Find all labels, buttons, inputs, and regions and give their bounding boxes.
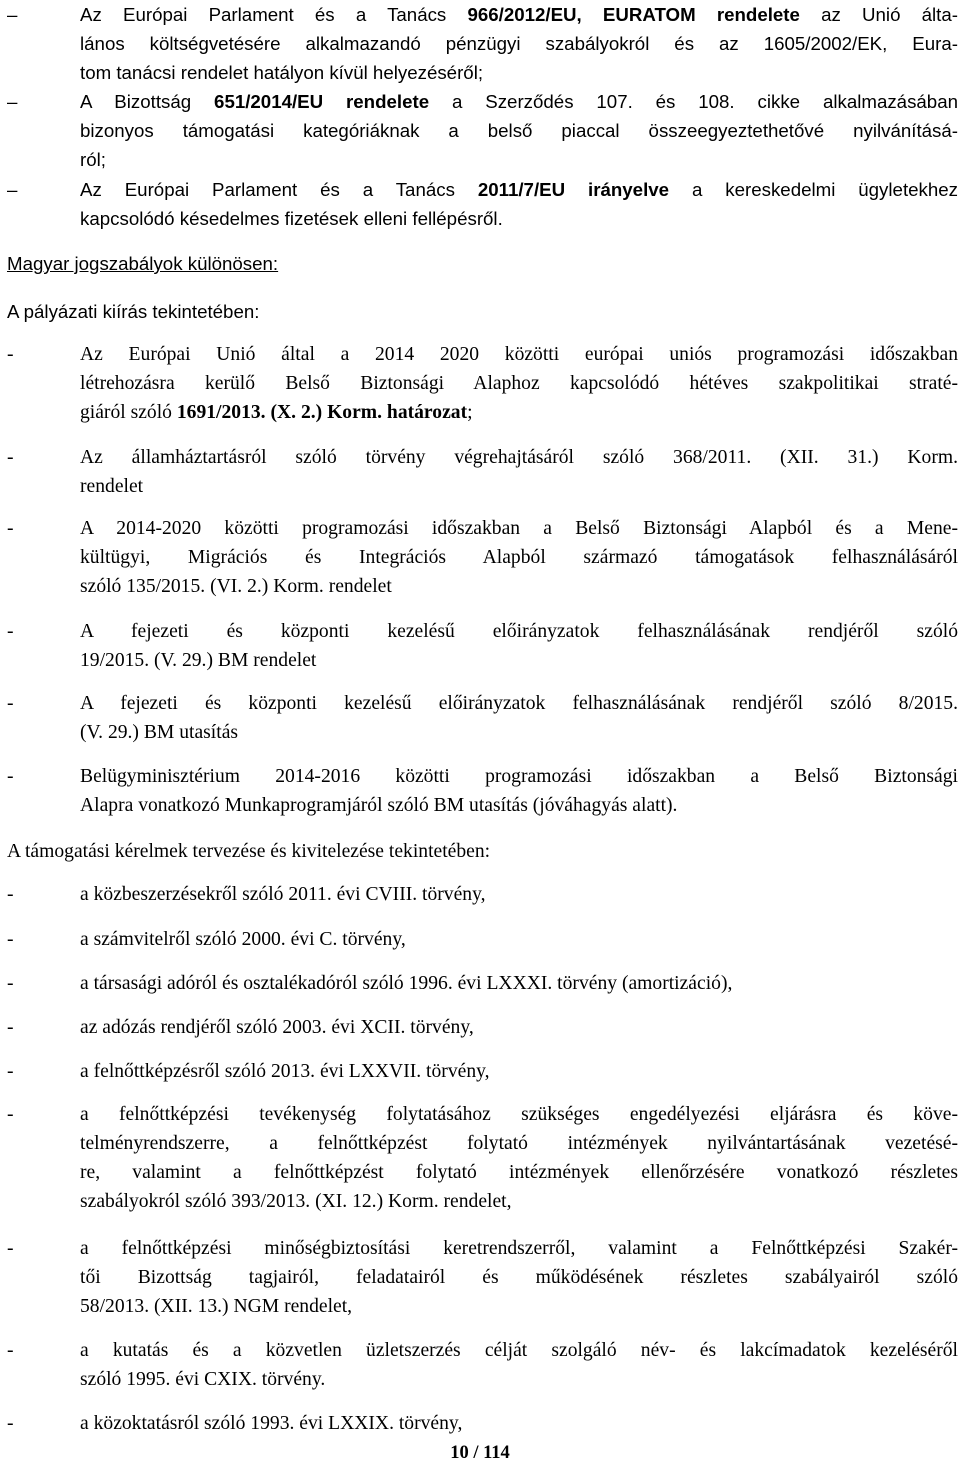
text-run: kültügyi, Migrációs és Integrációs Alapból származó támogatások felhasználásáról [80,547,958,568]
list-dash: - [7,447,14,468]
text-line [80,1336,958,1365]
list-dash: - [7,518,14,539]
text-run: A Bizottság [80,91,215,112]
text-run: tom tanácsi rendelet hatályon kívül helyezéséről; [80,62,484,83]
list-item-text [80,0,958,87]
text-line [80,617,958,646]
text-run: Az Európai Parlament és a Tanács [80,179,478,200]
list-item-text [80,880,958,909]
text-run: a felnőttképzési minőségbiztosítási keretrendszerről, valamint a Felnőttképzési Szakér- [80,1238,958,1259]
text-run: bizonyos támogatási kategóriáknak a belső piaccal összeegyeztethetővé nyilvánításá- [80,120,958,141]
text-run: telményrendszerre, a felnőttképzést folytató intézmények nyilvántartásának vezetésé- [80,1133,958,1154]
section-heading-support: A támogatási kérelmek tervezése és kivitelezése tekintetében: [7,841,491,862]
text-run: a közbeszerzésekről szóló 2011. évi CVIII. törvény, [80,884,486,905]
list-item-text [80,1336,958,1394]
text-run: tői Bizottság tagjairól, feladatairól és működésének részletes szabályairól szóló [80,1267,958,1288]
list-item-text [80,1013,958,1042]
text-line [80,58,958,87]
text-run: a közoktatásról szóló 1993. évi LXXIX. törvény, [80,1413,463,1434]
text-line [80,87,958,116]
list-item-text [80,175,958,233]
text-run: rendelet [80,476,144,497]
list-item-text [80,689,958,747]
text-run: A fejezeti és központi kezelésű előirányzatok felhasználásának rendjéről szóló 8/2015. [80,693,958,714]
list-item-text [80,1409,958,1438]
text-line [80,340,958,369]
list-dash: - [7,1104,14,1125]
list-dash: - [7,766,14,787]
text-line [80,925,958,954]
list-dash: – [7,4,18,25]
list-item-text [80,514,958,601]
text-line [80,116,958,145]
text-line [80,369,958,398]
text-line [80,1263,958,1292]
list-item-text [80,1234,958,1321]
list-item-text [80,762,958,820]
text-run: a számvitelről szóló 2000. évi C. törvény, [80,929,406,950]
text-line [80,1409,958,1438]
page-number: 10 / 114 [450,1443,510,1463]
text-line [80,762,958,791]
text-run: a felnőttképzési tevékenység folytatásához szükséges engedélyezési eljárásra és köve- [80,1104,958,1125]
list-dash: - [7,621,14,642]
list-dash: - [7,1238,14,1259]
list-dash: - [7,344,14,365]
text-run: Belügyminisztérium 2014-2016 közötti programozási időszakban a Belső Biztonsági [80,766,958,787]
text-line [80,1234,958,1263]
text-run: szóló 135/2015. (VI. 2.) Korm. rendelet [80,576,392,597]
text-run: 19/2015. (V. 29.) BM rendelet [80,650,317,671]
text-run: lános költségvetésére alkalmazandó pénzügyi szabályokról és az 1605/2002/EK, Eura- [80,33,958,54]
text-run: A fejezeti és központi kezelésű előirányzatok felhasználásának rendjéről szóló [80,621,958,642]
list-dash: – [7,91,18,112]
list-item-text [80,617,958,675]
text-run: Az Európai Parlament és a Tanács [80,4,468,25]
list-dash: - [7,1413,14,1434]
text-run: ; [467,402,473,423]
list-item-text [80,87,958,174]
text-line [80,646,958,675]
text-line [80,1100,958,1129]
text-run: a Szerződés 107. és 108. cikke alkalmazásában [429,91,958,112]
list-item-text [80,1057,958,1086]
text-line [80,398,958,427]
text-run: az Unió álta- [799,4,958,25]
text-line [80,29,958,58]
text-run: ról; [80,149,106,170]
text-run: az adózás rendjéről szóló 2003. évi XCII. törvény, [80,1017,474,1038]
text-line [80,689,958,718]
text-line [80,718,958,747]
text-line [80,1292,958,1321]
list-dash: - [7,1340,14,1361]
text-line [80,1129,958,1158]
list-item-text [80,340,958,427]
list-item-text [80,443,958,501]
text-line [80,1365,958,1394]
text-line [80,880,958,909]
text-line [80,791,958,820]
list-dash: - [7,1017,14,1038]
list-dash: – [7,179,18,200]
list-dash: - [7,693,14,714]
list-dash: - [7,1061,14,1082]
text-run: a társasági adóról és osztalékadóról szóló 1996. évi LXXXI. törvény (amortizáció), [80,973,733,994]
text-run: 58/2013. (XII. 13.) NGM rendelet, [80,1296,353,1317]
text-line [80,1158,958,1187]
text-run: létrehozásra kerülő Belső Biztonsági Alaphoz kapcsolódó hétéves szakpolitikai straté- [80,373,958,394]
text-line [80,472,958,501]
bold-run: 1691/2013. (X. 2.) Korm. határozat [176,402,468,423]
text-run: kapcsolódó késedelmes fizetések elleni fellépésről. [80,208,503,229]
text-run: A 2014-2020 közötti programozási időszakban a Belső Biztonsági Alapból és a Mene- [80,518,958,539]
section-heading-call: A pályázati kiírás tekintetében: [7,301,260,322]
text-run: szabályokról szóló 393/2013. (XI. 12.) Korm. rendelet, [80,1191,512,1212]
list-item-text [80,969,958,998]
text-run: (V. 29.) BM utasítás [80,722,239,743]
text-run: giáról szóló [80,402,177,423]
text-run: Az Európai Unió által a 2014 2020 közötti európai uniós programozási időszakban [80,344,958,365]
text-line [80,204,958,233]
list-dash: - [7,973,14,994]
text-line [80,1013,958,1042]
text-line [80,175,958,204]
text-run: a felnőttképzésről szóló 2013. évi LXXVII. törvény, [80,1061,490,1082]
text-run: Az államháztartásról szóló törvény végrehajtásáról szóló 368/2011. (XII. 31.) Korm. [80,447,958,468]
text-run: a kereskedelmi ügyletekhez [669,179,958,200]
bold-run: 966/2012/EU, EURATOM rendelete [467,4,800,25]
text-line [80,1187,958,1216]
text-line [80,1057,958,1086]
text-line [80,969,958,998]
bold-run: 651/2014/EU rendelete [214,91,430,112]
bold-run: 2011/7/EU irányelve [477,179,670,200]
list-dash: - [7,929,14,950]
list-item-text [80,925,958,954]
list-dash: - [7,884,14,905]
text-run: Alapra vonatkozó Munkaprogramjáról szóló BM utasítás (jóváhagyás alatt). [80,795,678,816]
text-run: a kutatás és a közvetlen üzletszerzés célját szolgáló név- és lakcímadatok kezeléséről [80,1340,958,1361]
list-item-text [80,1100,958,1216]
text-line [80,543,958,572]
text-line [80,145,958,174]
text-line [80,443,958,472]
section-heading-hungarian-laws: Magyar jogszabályok különösen: [7,253,279,274]
text-line [80,0,958,29]
text-line [80,572,958,601]
text-line [80,514,958,543]
text-run: szóló 1995. évi CXIX. törvény. [80,1369,326,1390]
text-run: re, valamint a felnőttképzést folytató intézmények ellenőrzésére vonatkozó részletes [80,1162,958,1183]
